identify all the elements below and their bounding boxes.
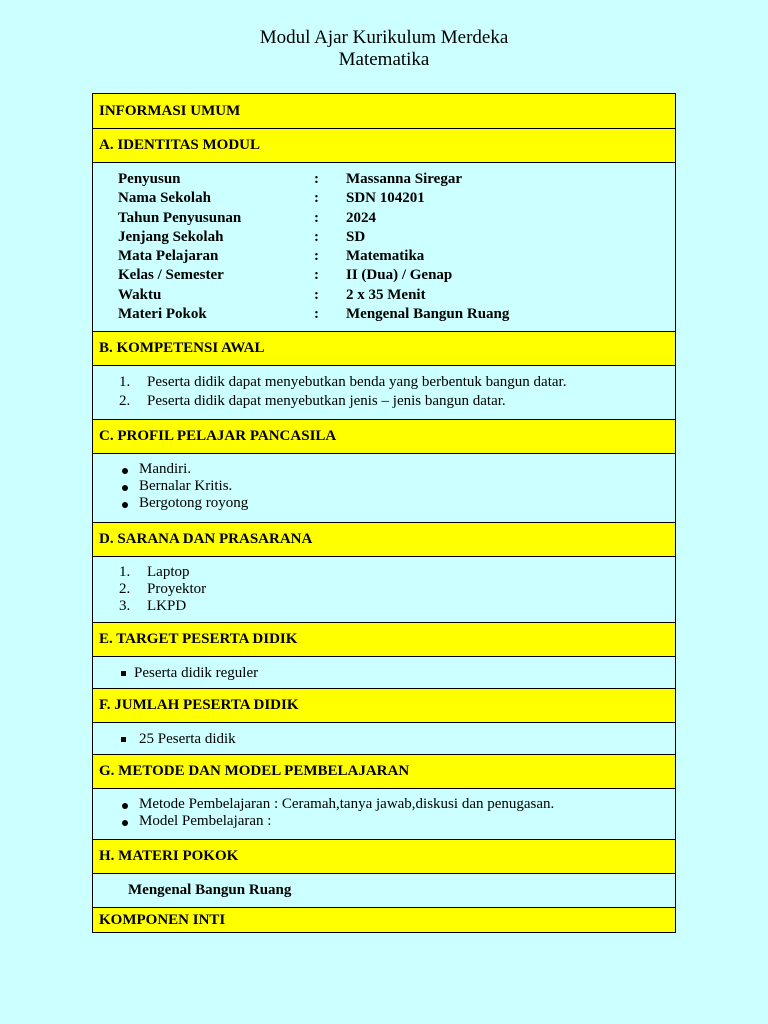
header-jumlah-peserta xyxy=(93,689,675,723)
header-label: E. TARGET PESERTA DIDIK xyxy=(99,631,298,647)
header-label: D. SARANA DAN PRASARANA xyxy=(99,531,313,547)
header-label: KOMPONEN INTI xyxy=(99,911,226,928)
list-item xyxy=(93,796,675,813)
identitas-row xyxy=(118,286,675,305)
item-text: Mandiri. xyxy=(139,461,192,477)
header-materi-pokok xyxy=(93,840,675,874)
list-item xyxy=(93,581,675,598)
field-colon: : xyxy=(314,267,319,284)
materi-value: Mengenal Bangun Ruang xyxy=(128,882,292,898)
item-number: 1. xyxy=(119,564,131,580)
item-text: Peserta didik dapat menyebutkan jenis – jenis bangun datar. xyxy=(147,393,506,409)
identitas-body xyxy=(93,163,675,332)
field-value: Matematika xyxy=(346,248,425,265)
item-number: 3. xyxy=(119,598,131,614)
header-label: G. METODE DAN MODEL PEMBELAJARAN xyxy=(99,763,410,779)
field-label: Materi Pokok xyxy=(118,306,207,323)
identitas-row xyxy=(118,228,675,247)
kompetensi-body xyxy=(93,366,675,420)
field-value: SDN 104201 xyxy=(346,190,425,207)
identitas-row xyxy=(118,209,675,228)
item-text: LKPD xyxy=(147,598,187,614)
header-kompetensi-awal xyxy=(93,332,675,366)
header-profil-pelajar xyxy=(93,420,675,454)
materi-body xyxy=(93,874,675,908)
field-label: Jenjang Sekolah xyxy=(118,228,224,245)
header-label: A. IDENTITAS MODUL xyxy=(99,137,260,153)
field-colon: : xyxy=(314,171,319,187)
field-colon: : xyxy=(314,306,319,323)
item-text: Bernalar Kritis. xyxy=(139,478,233,494)
header-target-peserta xyxy=(93,623,675,657)
target-body xyxy=(93,657,675,689)
list-item xyxy=(93,564,675,581)
module-table xyxy=(92,93,676,933)
list-item xyxy=(93,478,675,495)
header-label: F. JUMLAH PESERTA DIDIK xyxy=(99,697,299,713)
item-number: 2. xyxy=(119,581,131,597)
field-colon: : xyxy=(314,209,319,226)
item-text: Laptop xyxy=(147,564,190,580)
header-komponen-inti xyxy=(93,908,675,932)
title-line-1: Modul Ajar Kurikulum Merdeka xyxy=(259,27,509,48)
identitas-row xyxy=(118,170,675,189)
item-number: 1. xyxy=(119,374,131,390)
header-identitas-modul xyxy=(93,129,675,163)
list-item xyxy=(93,461,675,478)
field-colon: : xyxy=(314,228,319,245)
field-label: Kelas / Semester xyxy=(118,267,224,284)
header-label: INFORMASI UMUM xyxy=(99,102,241,119)
list-item xyxy=(93,495,675,512)
item-text: Model Pembelajaran : xyxy=(139,813,272,829)
list-item xyxy=(93,392,675,411)
field-value: 2 x 35 Menit xyxy=(346,286,426,303)
list-item xyxy=(93,598,675,615)
list-item xyxy=(93,813,675,830)
header-label: C. PROFIL PELAJAR PANCASILA xyxy=(99,428,337,444)
item-text: Bergotong royong xyxy=(139,495,249,511)
field-value: SD xyxy=(346,228,366,245)
header-sarana-prasarana xyxy=(93,523,675,557)
sarana-body xyxy=(93,557,675,623)
item-text: Metode Pembelajaran : Ceramah,tanya jawab,diskusi dan penugasan. xyxy=(139,796,555,812)
header-label: B. KOMPETENSI AWAL xyxy=(99,340,265,356)
field-colon: : xyxy=(314,286,319,303)
title-line-2: Matematika xyxy=(338,49,430,70)
field-label: Penyusun xyxy=(118,171,181,187)
field-colon: : xyxy=(314,248,319,265)
item-text: 25 Peserta didik xyxy=(139,731,236,747)
jumlah-body xyxy=(93,723,675,755)
field-label: Mata Pelajaran xyxy=(118,248,219,265)
field-value: II (Dua) / Genap xyxy=(346,267,453,284)
header-metode-model xyxy=(93,755,675,789)
item-text: Peserta didik reguler xyxy=(134,665,259,681)
metode-body xyxy=(93,789,675,840)
list-item xyxy=(93,730,675,749)
header-label: H. MATERI POKOK xyxy=(99,848,239,864)
list-item xyxy=(93,664,675,683)
field-value: Mengenal Bangun Ruang xyxy=(346,306,510,323)
identitas-row xyxy=(118,247,675,266)
field-value: 2024 xyxy=(346,209,376,226)
identitas-row xyxy=(118,189,675,208)
document-title xyxy=(0,27,768,71)
field-value: Massanna Siregar xyxy=(346,171,462,187)
identitas-row xyxy=(118,305,675,324)
identitas-row xyxy=(118,266,675,285)
field-label: Waktu xyxy=(118,286,162,303)
item-text: Peserta didik dapat menyebutkan benda yang berbentuk bangun datar. xyxy=(147,374,567,390)
field-label: Nama Sekolah xyxy=(118,190,211,207)
list-item xyxy=(93,373,675,392)
field-label: Tahun Penyusunan xyxy=(118,209,242,226)
profil-body xyxy=(93,454,675,523)
field-colon: : xyxy=(314,190,319,207)
item-number: 2. xyxy=(119,393,131,409)
item-text: Proyektor xyxy=(147,581,207,597)
header-informasi-umum xyxy=(93,94,675,129)
